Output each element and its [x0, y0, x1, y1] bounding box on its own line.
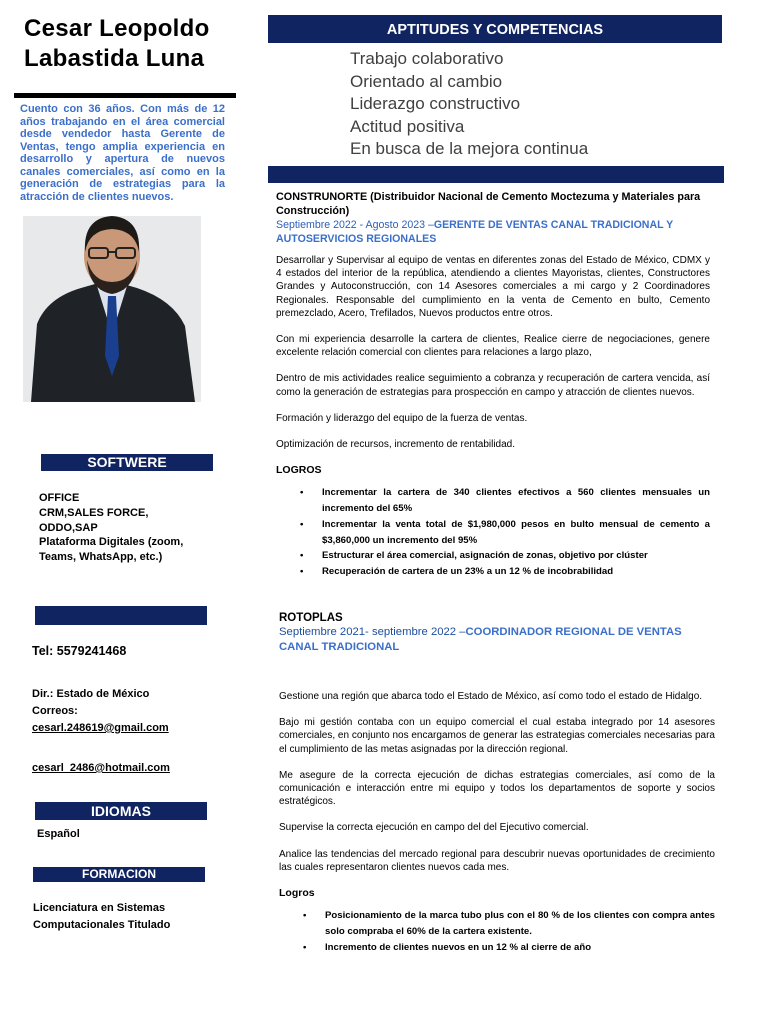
profile-photo — [23, 216, 201, 402]
job-description: Gestione una región que abarca todo el Estado de México, así como todo el estado de Hidalgo. — [279, 691, 703, 702]
software-item: Plataforma Digitales (zoom, — [39, 536, 184, 549]
education-line-2: Computacionales Titulado — [33, 918, 171, 931]
software-item: Teams, WhatsApp, etc.) — [39, 551, 163, 564]
contact-header-bar — [35, 606, 207, 625]
achievement-item: • Estructurar el área comercial, asignación de zonas, objetivo por clúster — [276, 548, 710, 564]
skills-header: APTITUDES Y COMPETENCIAS — [268, 15, 722, 43]
profile-summary: Cuento con 36 años. Con más de 12 años trabajando en el área comercial desde vendedor hasta Gerente de Ventas, tengo amplia experiencia en desarrollo y apertura de nuevos canales comerciales, así como en la generación de estrategias para la atracción de clientes nuevos. — [20, 103, 225, 203]
experience-header-bar — [268, 166, 724, 183]
job-role: COORDINADOR REGIONAL DE VENTAS CANAL TRADICIONAL — [279, 626, 682, 653]
software-item: CRM,SALES FORCE, — [39, 506, 149, 519]
job-company: CONSTRUNORTE (Distribuidor Nacional de Cemento Moctezuma y Materiales para Construcción) — [276, 191, 701, 217]
email-hotmail-link[interactable]: cesarl_2486@hotmail.com — [32, 762, 170, 774]
profile-photo-image — [23, 216, 201, 402]
achievement-item: • Incrementar la cartera de 340 clientes efectivos a 560 clientes mensuales un incremento del 65% — [300, 487, 710, 515]
job-description: Me asegure de la correcta ejecución de dichas estrategias comerciales, así como de la comunicación e interacción entre mi equipo y todos los departamentos de soporte y socios estratégicos. — [279, 769, 715, 808]
achievements-list — [276, 485, 710, 580]
phone-number: Tel: 5579241468 — [32, 644, 127, 658]
bullet-icon: • — [300, 518, 304, 530]
bullet-icon: • — [300, 566, 304, 578]
achievements-list — [279, 908, 715, 955]
software-header: SOFTWERE — [41, 454, 213, 471]
job-description: Formación y liderazgo del equipo de la fuerza de ventas. — [276, 412, 528, 424]
achievement-item: • Posicionamiento de la marca tubo plus con el 80 % de los clientes con compra antes solo compraba el 60% de la cartera existente. — [303, 910, 715, 937]
job-description: Supervise la correcta ejecución en campo del del Ejecutivo comercial. — [279, 822, 589, 834]
job-entry-construnorte — [276, 190, 710, 580]
skill-item: Actitud positiva — [350, 116, 465, 136]
job-description: Con mi experiencia desarrolle la cartera de clientes, Realice cierre de negociaciones, genere excelente relación comercial con clientes para relaciones a largo plazo, — [276, 334, 710, 359]
achievement-item: • Recuperación de cartera de un 23% a un 12 % de incobrabilidad — [276, 564, 710, 580]
skill-item: Orientado al cambio — [350, 71, 503, 91]
bullet-icon: • — [303, 910, 307, 922]
emails-label: Correos: — [32, 705, 78, 717]
name-line-1: Cesar Leopoldo — [24, 15, 210, 42]
name-line-2: Labastida Luna — [24, 45, 205, 72]
skill-item: Liderazgo constructivo — [350, 94, 521, 113]
candidate-name — [24, 14, 239, 74]
name-divider — [14, 93, 236, 98]
software-item: ODDO,SAP — [39, 521, 98, 534]
job-entry-rotoplas — [279, 611, 715, 955]
email-gmail-link[interactable]: cesarl.248619@gmail.com — [32, 722, 169, 734]
achievements-title: LOGROS — [276, 464, 322, 477]
job-dates: Septiembre 2022 - Agosto 2023 – — [276, 219, 434, 231]
job-description: Analice las tendencias del mercado regional para descubrir nuevas oportunidades de crecimiento las cuales representaron clientes nuevos cada mes. — [279, 848, 715, 873]
education-degree — [33, 900, 170, 933]
language-item: Español — [37, 828, 80, 840]
software-list — [39, 491, 229, 565]
bullet-icon: • — [303, 941, 307, 953]
job-description: Dentro de mis actividades realice seguimiento a cobranza y recuperación de cartera vencida, así como la generación de estrategias para prospección en campo y atracción de clientes nuevos. — [276, 373, 710, 398]
job-dates-role — [279, 625, 715, 655]
job-description: Desarrollar y Supervisar al equipo de ventas en diferentes zonas del Estado de México, CDMX y 4 estados del interior de la república, atendiendo a clientes Mayoristas, clientes, Constructores Grandes y Autoconstrucción, con 14 Asesores comerciales a mi cargo y 2 Coordinadores Regionales. Responsable del cumplimiento en la venta de Cemento en bulto, Cemento premezclado, Acero, Trefilados, Nuevos productos entre otros. — [276, 255, 710, 319]
job-dates-role — [276, 218, 710, 246]
job-dates: Septiembre 2021- septiembre 2022 – — [279, 626, 466, 638]
address: Dir.: Estado de México — [32, 688, 150, 700]
achievement-item: • Incremento de clientes nuevos en un 12 % al cierre de año — [279, 940, 715, 956]
job-description: Optimización de recursos, incremento de rentabilidad. — [276, 439, 516, 451]
languages-header: IDIOMAS — [35, 802, 207, 820]
skills-list — [350, 48, 588, 161]
bullet-icon: • — [300, 550, 304, 562]
skill-item: Trabajo colaborativo — [350, 49, 504, 68]
skill-item: En busca de la mejora continua — [350, 139, 589, 158]
bullet-icon: • — [300, 487, 304, 499]
education-line-1: Licenciatura en Sistemas — [33, 902, 166, 914]
job-description: Bajo mi gestión contaba con un equipo comercial el cual estaba integrado por 14 asesores comerciales, en conjunto nos encargamos de generar las estrategias comerciales necesarias para el cumplimiento de las metas asignadas por la dirección regional. — [279, 717, 715, 755]
job-company: ROTOPLAS — [279, 612, 343, 624]
education-header: FORMACION — [33, 867, 205, 882]
achievement-item: • Incrementar la venta total de $1,980,000 pesos en bulto mensual de cemento a $3,860,000 un incremento del 95% — [300, 518, 710, 546]
software-item: OFFICE — [39, 492, 80, 504]
achievements-title: Logros — [279, 887, 315, 900]
job-role: GERENTE DE VENTAS CANAL TRADICIONAL Y AUTOSERVICIOS REGIONALES — [276, 219, 674, 245]
